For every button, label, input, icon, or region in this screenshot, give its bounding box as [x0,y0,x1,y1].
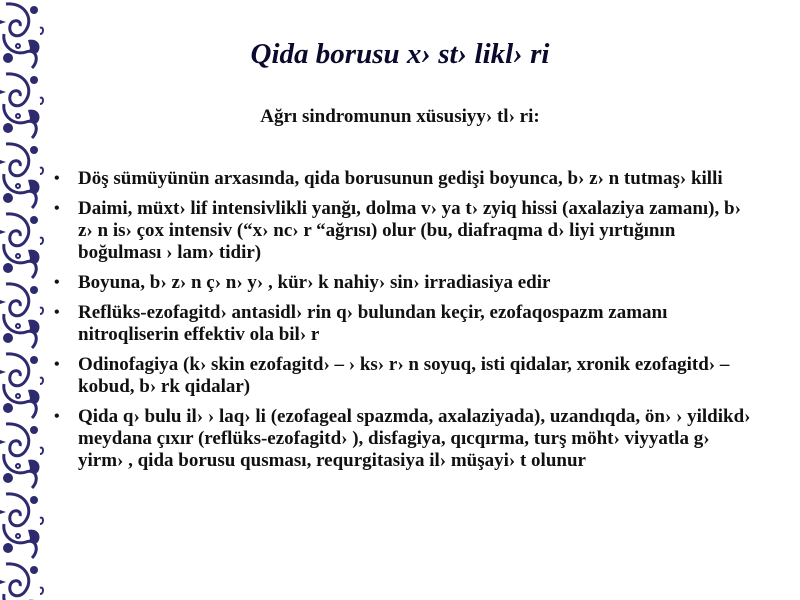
list-item [52,354,752,398]
list-item-text: Döş sümüyünün arxasında, qida borusunun gedişi boyunca, b› z› n tutmaş› killi [78,168,723,189]
list-item [52,198,752,264]
bullet-icon: • [54,200,60,217]
list-item [52,168,752,190]
bullet-icon: • [54,274,60,291]
list-item-text: Daimi, müxt› lif intensivlikli yanğı, dolma v› ya t› zyiq hissi (axalaziya zamanı), b› z› n is› çox intensiv (“x› nc› r “ağrısı) olur (bu, diafraqma d› liyi yırtığının boğulması › lam› tidir) [78,198,741,263]
paisley-pattern-icon [0,0,44,600]
list-item-text: Odinofagiya (k› skin ezofagitd› – › ks› r› n soyuq, isti qidalar, xronik ezofagitd› – kobud, b› rk qidalar) [78,354,730,397]
bullet-icon: • [54,304,60,321]
slide-subtitle: Ağrı sindromunun xüsusiyy› tl› ri: [260,106,540,127]
list-item [52,406,752,472]
list-item-text: Boyuna, b› z› n ç› n› y› , kür› k nahiy› sin› irradiasiya edir [78,272,551,293]
bullet-icon: • [54,170,60,187]
bullet-list [52,168,752,480]
decorative-paisley-border [0,0,44,600]
bullet-icon: • [54,356,60,373]
bullet-icon: • [54,408,60,425]
list-item-text: Reflüks-ezofagitd› antasidl› rin q› bulundan keçir, ezofaqospazm zamanı nitroqliserin effektiv ola bil› r [78,302,668,345]
list-item [52,272,752,294]
list-item-text: Qida q› bulu il› › laq› li (ezofageal spazmda, axalaziyada), uzandıqda, ön› › yildikd› meydana çıxır (reflüks-ezofagitd› ), disfagiya, qıcqırma, turş möht› viyyatla g› yirm› , qida borusu qusması, requrgitasiya il› müşayi› t olunur [78,406,751,471]
list-item [52,302,752,346]
slide-title: Qida borusu x› st› likl› ri [250,38,550,70]
